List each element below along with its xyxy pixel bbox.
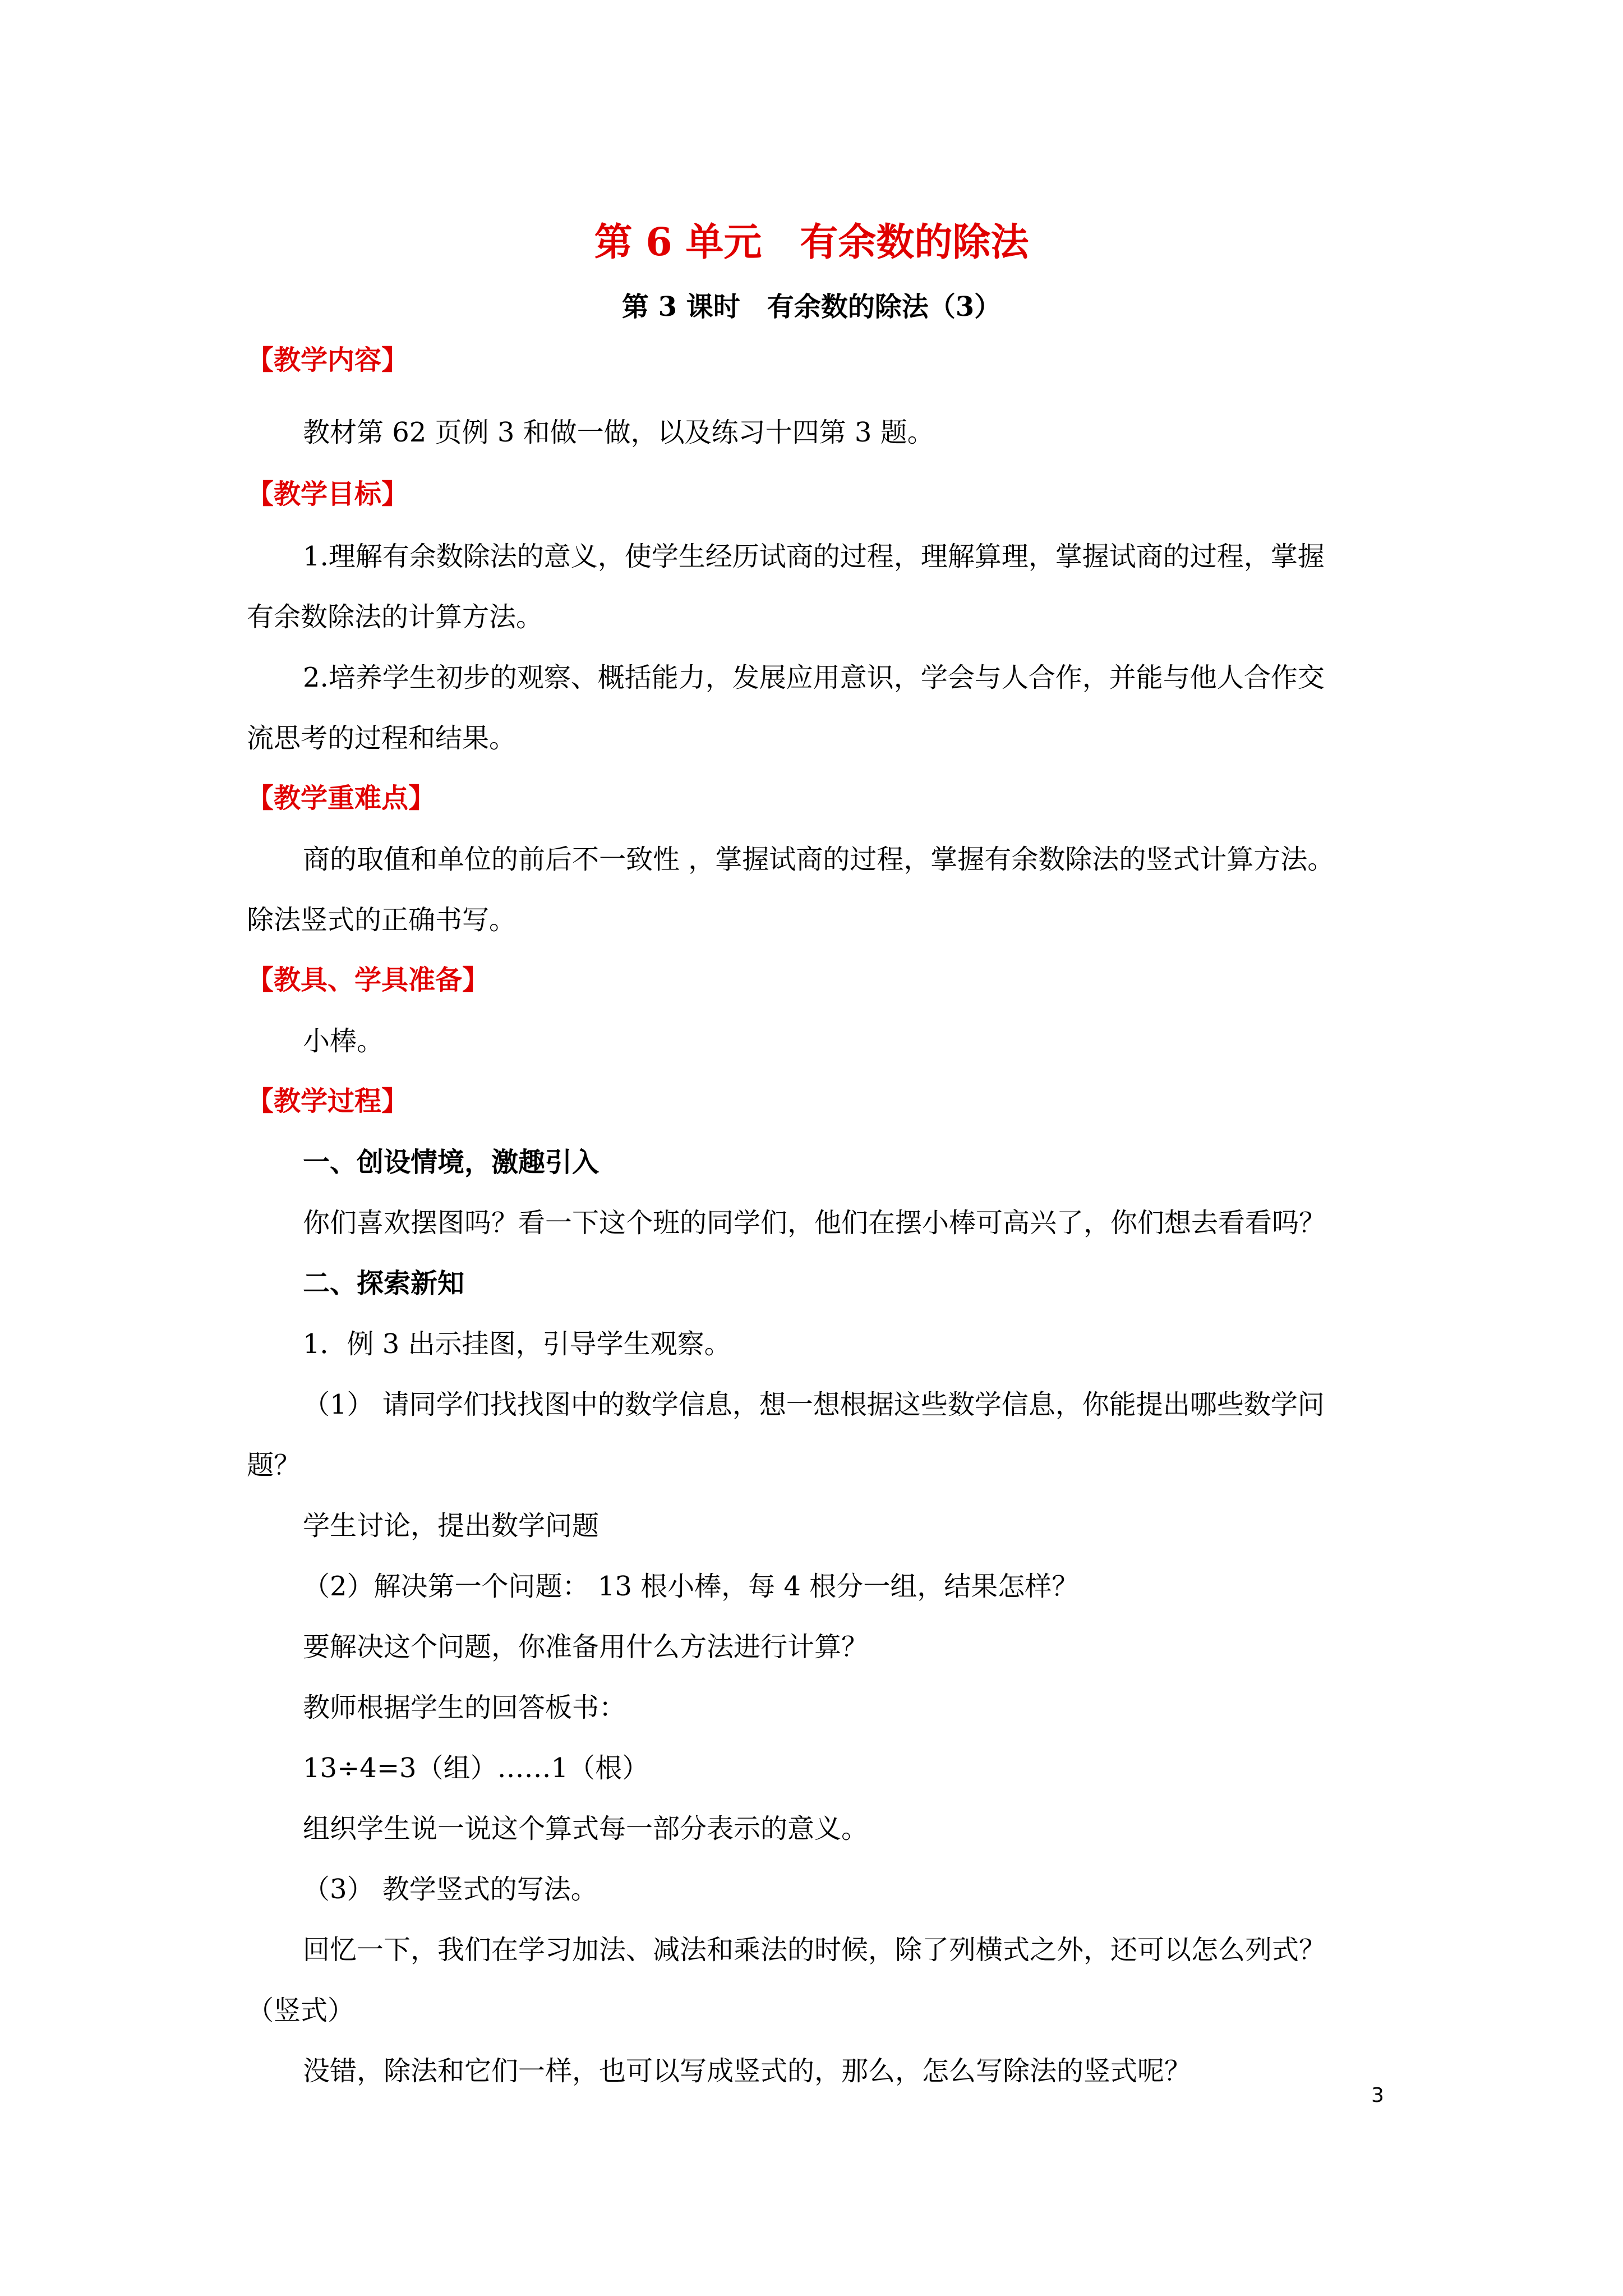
section-heading-goals: 【教学目标】 [247, 478, 409, 510]
section-heading-content: 【教学内容】 [247, 344, 409, 376]
process-line: 组织学生说一说这个算式每一部分表示的意义。 [303, 1813, 869, 1844]
process-line: 学生讨论，提出数学问题 [303, 1510, 600, 1542]
process-line: 1．例 3 出示挂图，引导学生观察。 [303, 1328, 731, 1360]
key-points-line: 除法竖式的正确书写。 [247, 904, 517, 936]
section-heading-key-points: 【教学重难点】 [247, 783, 436, 814]
process-line: 你们喜欢摆图吗？看一下这个班的同学们，他们在摆小棒可高兴了，你们想去看看吗？ [303, 1207, 1326, 1239]
section-heading-tools: 【教具、学具准备】 [247, 964, 490, 996]
process-line: （2）解决第一个问题： 13 根小棒，每 4 根分一组，结果怎样？ [303, 1571, 1079, 1602]
goals-line: 1.理解有余数除法的意义，使学生经历试商的过程，理解算理，掌握试商的过程，掌握 [303, 541, 1325, 572]
process-line: 回忆一下，我们在学习加法、减法和乘法的时候，除了列横式之外，还可以怎么列式？ [303, 1934, 1326, 1966]
tools-line: 小棒。 [303, 1025, 384, 1057]
process-line: 要解决这个问题，你准备用什么方法进行计算？ [303, 1631, 869, 1663]
process-line: 没错，除法和它们一样，也可以写成竖式的，那么，怎么写除法的竖式呢？ [303, 2055, 1192, 2087]
process-equation: 13÷4=3（组）……1（根） [303, 1752, 649, 1784]
key-points-line: 商的取值和单位的前后不一致性 ，掌握试商的过程，掌握有余数除法的竖式计算方法。 [303, 844, 1335, 875]
section-heading-process: 【教学过程】 [247, 1085, 409, 1117]
page-number: 3 [1371, 2084, 1384, 2107]
goals-line: 流思考的过程和结果。 [247, 723, 517, 754]
process-line: （3） 教学竖式的写法。 [303, 1874, 598, 1905]
process-line: （1） 请同学们找找图中的数学信息，想一想根据这些数学信息，你能提出哪些数学问 [303, 1389, 1325, 1420]
content-line: 教材第 62 页例 3 和做一做，以及练习十四第 3 题。 [303, 417, 934, 448]
process-subheading: 二、探索新知 [303, 1268, 465, 1299]
goals-line: 2.培养学生初步的观察、概括能力，发展应用意识，学会与人合作，并能与他人合作交 [303, 662, 1325, 693]
process-line: （竖式） [247, 1995, 355, 2026]
lesson-title: 第 3 课时 有余数的除法（3） [621, 291, 1002, 323]
process-line: 题？ [247, 1450, 301, 1481]
process-subheading: 一、创设情境，激趣引入 [303, 1147, 600, 1178]
goals-line: 有余数除法的计算方法。 [247, 601, 543, 633]
unit-title: 第 6 单元 有余数的除法 [594, 220, 1029, 265]
process-line: 教师根据学生的回答板书： [303, 1692, 626, 1723]
